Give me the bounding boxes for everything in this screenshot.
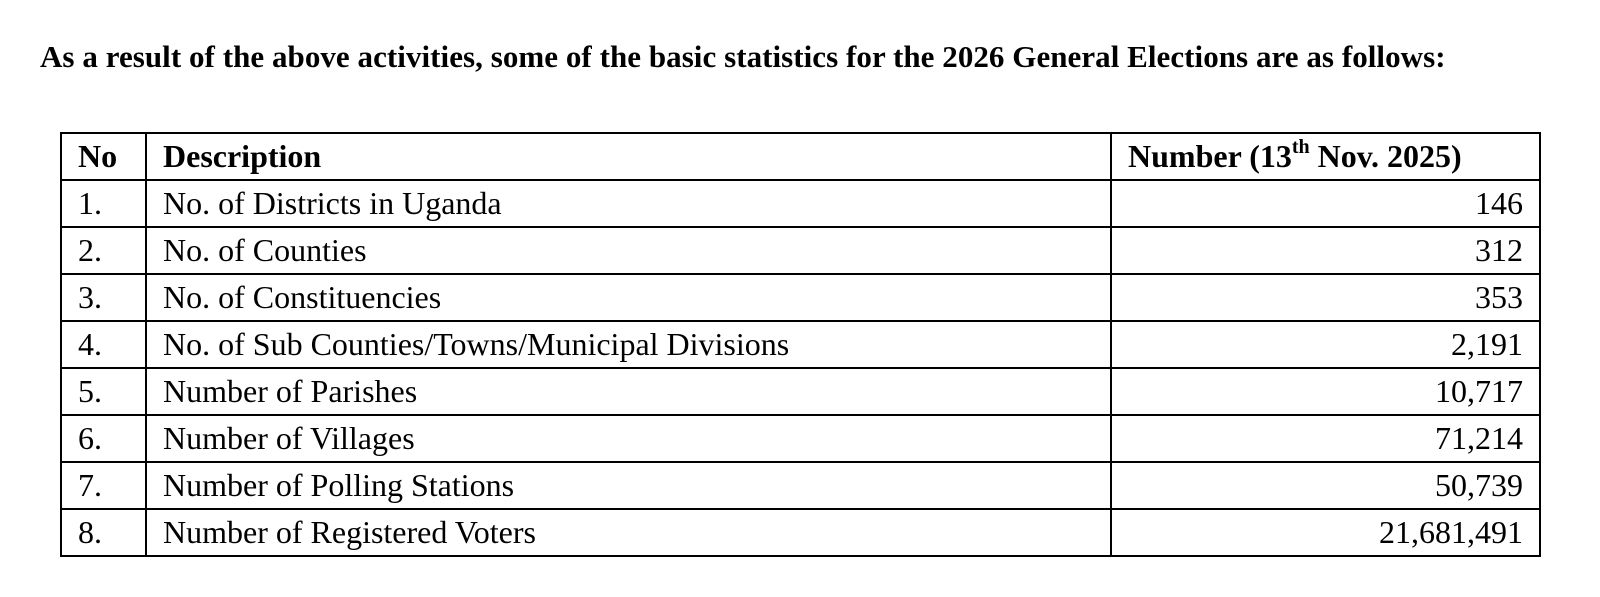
header-number-prefix: Number (13 (1128, 138, 1292, 174)
row-description: Number of Villages (146, 415, 1111, 462)
row-no: 2. (61, 227, 146, 274)
header-description: Description (146, 133, 1111, 180)
header-no: No (61, 133, 146, 180)
header-number-suffix: Nov. 2025) (1309, 138, 1462, 174)
intro-paragraph: As a result of the above activities, some of the basic statistics for the 2026 General Elections are as follows: (40, 39, 1446, 74)
row-value: 312 (1111, 227, 1540, 274)
row-value: 146 (1111, 180, 1540, 227)
row-description: No. of Constituencies (146, 274, 1111, 321)
row-description: No. of Districts in Uganda (146, 180, 1111, 227)
row-description: No. of Sub Counties/Towns/Municipal Divisions (146, 321, 1111, 368)
table-header-row (61, 133, 1540, 180)
row-description: Number of Parishes (146, 368, 1111, 415)
row-no: 4. (61, 321, 146, 368)
row-description: No. of Counties (146, 227, 1111, 274)
table-row (61, 368, 1540, 415)
row-description: Number of Polling Stations (146, 462, 1111, 509)
table-row (61, 509, 1540, 556)
row-value: 71,214 (1111, 415, 1540, 462)
row-description: Number of Registered Voters (146, 509, 1111, 556)
table-row (61, 180, 1540, 227)
row-value: 50,739 (1111, 462, 1540, 509)
row-value: 353 (1111, 274, 1540, 321)
row-no: 8. (61, 509, 146, 556)
row-no: 7. (61, 462, 146, 509)
row-no: 1. (61, 180, 146, 227)
row-value: 10,717 (1111, 368, 1540, 415)
header-number (1111, 133, 1540, 180)
header-number-superscript: th (1291, 136, 1310, 159)
row-no: 3. (61, 274, 146, 321)
row-value: 2,191 (1111, 321, 1540, 368)
row-no: 5. (61, 368, 146, 415)
table-row (61, 415, 1540, 462)
table-row (61, 227, 1540, 274)
row-value: 21,681,491 (1111, 509, 1540, 556)
table-row (61, 321, 1540, 368)
table-row (61, 462, 1540, 509)
row-no: 6. (61, 415, 146, 462)
statistics-table (60, 132, 1541, 557)
table-row (61, 274, 1540, 321)
